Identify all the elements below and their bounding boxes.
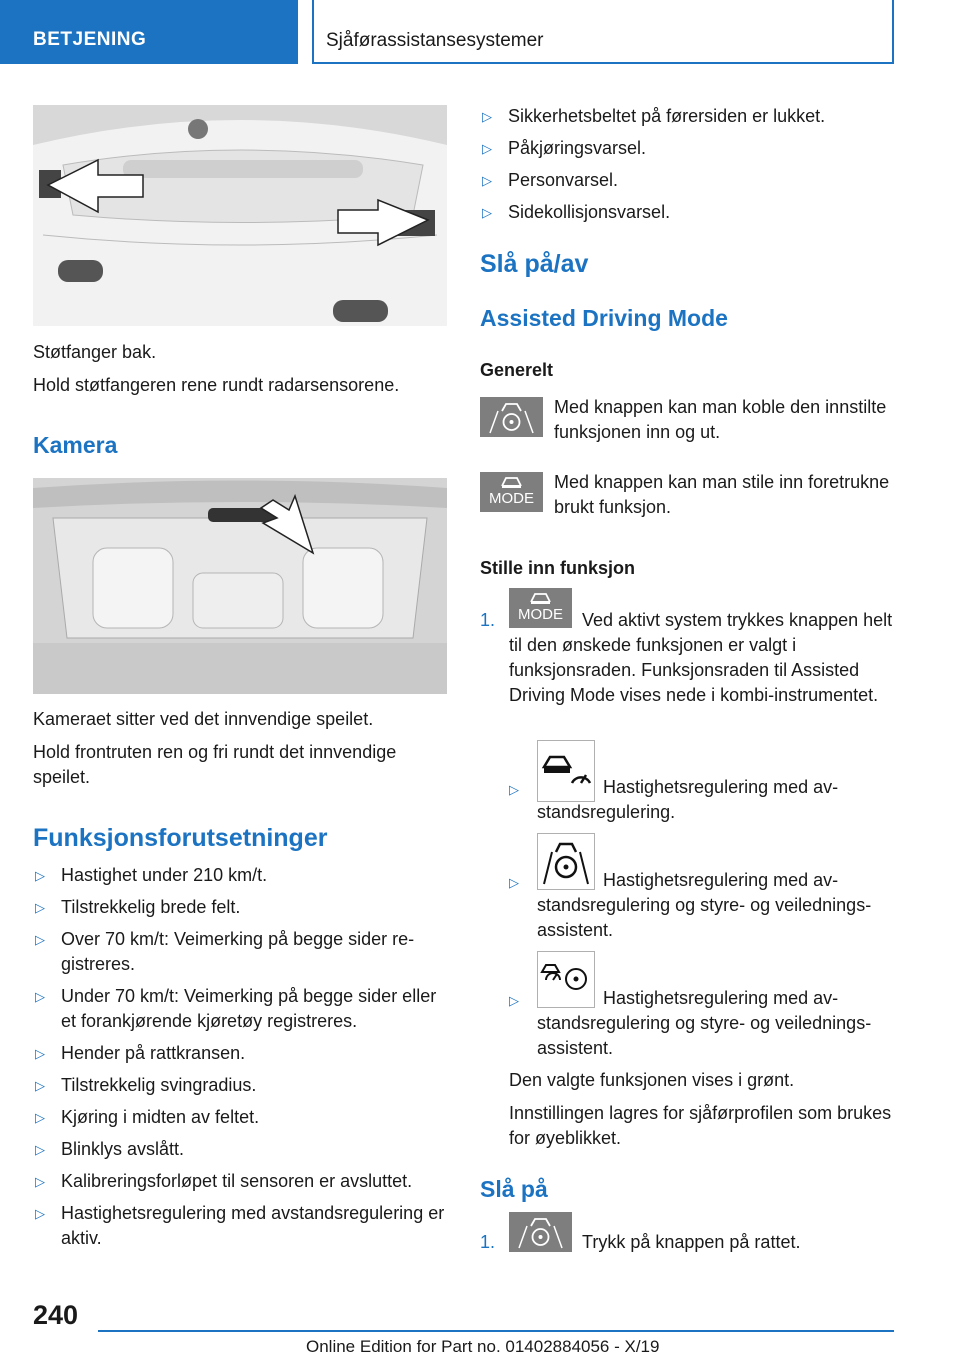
triangle-right-icon: ▷ [35, 1142, 45, 1157]
header-section-label: BETJENING [33, 29, 147, 50]
saved-text: Innstillingen lagres for sjåførprofilen som brukes for øyeblikket. [509, 1103, 892, 1148]
header-chapter-tab [312, 0, 894, 64]
camera-figure [33, 478, 447, 694]
general-text-1: Med knappen kan man koble den innstilte funksjonen inn og ut. [554, 397, 887, 442]
option-1-text: Hastighetsregulering med avstandsregulering. [537, 777, 839, 822]
triangle-right-icon: ▷ [35, 932, 45, 947]
footer-edition: Online Edition for Part no. 01402884056 - X/19 [306, 1337, 660, 1356]
triangle-right-icon: ▷ [509, 875, 519, 890]
list-item: ▷ Tilstrekkelig svingradius. [33, 1073, 453, 1098]
triangle-right-icon: ▷ [509, 782, 519, 797]
option-2-text: Hastighetsregulering med avstandsregulering og styre- og veiledningsassistent. [537, 870, 872, 940]
step1-number: 1. [480, 610, 496, 630]
triangle-right-icon: ▷ [35, 868, 45, 883]
on-step-text: Trykk på knappen på rattet. [582, 1232, 801, 1252]
rear-bumper-illustration [33, 105, 447, 326]
header-section-tab [0, 0, 298, 64]
steering-assist-icon [480, 397, 543, 437]
fig1-caption: Støtfanger bak. [33, 342, 157, 362]
shown-green-text: Den valgte funksjonen vises i grønt. [509, 1070, 795, 1090]
set-heading: Stille inn funksjon [480, 558, 636, 578]
fig1-text: Hold støtfangeren rene rundt radarsensorene. [33, 375, 400, 395]
list-item: ▷ Påkjøringsvarsel. [480, 136, 900, 161]
list-item: ▷ Sikkerhetsbeltet på førersiden er lukket. [480, 104, 900, 129]
list-item: ▷ Under 70 km/t: Veimerking på begge sider eller et forankjørende kjøretøy registreres. [35, 986, 437, 1031]
triangle-right-icon: ▷ [35, 989, 45, 1004]
option-3-text: Hastighetsregulering med avstandsregulering og styre- og veiledningsassistent. [537, 988, 872, 1058]
list-item: ▷ Over 70 km/t: Veimerking på begge sider registreres. [35, 929, 415, 974]
prereq-list [33, 863, 453, 1251]
list-item: ▷ Blinklys avslått. [33, 1137, 453, 1162]
mode-label: MODE [489, 490, 534, 507]
on-step-number: 1. [480, 1232, 496, 1252]
triangle-right-icon: ▷ [482, 109, 492, 124]
general-heading: Generelt [480, 360, 554, 380]
list-item: ▷ Personvarsel. [480, 168, 900, 193]
mode-button-icon-1 [480, 472, 543, 512]
header-chapter-label: Sjåførassistansesystemer [326, 30, 544, 51]
steering-assist-icon [509, 1212, 572, 1252]
triangle-right-icon: ▷ [35, 1046, 45, 1061]
prereq-heading: Funksjonsforutsetninger [33, 824, 328, 852]
triangle-right-icon: ▷ [35, 1174, 45, 1189]
fig2-text: Hold frontruten ren og fri rundt det innvendige speilet. [33, 742, 397, 787]
general-text-2: Med knappen kan man stile inn foretrukne brukt funksjon. [554, 472, 890, 517]
adm-heading: Assisted Driving Mode [480, 305, 728, 331]
triangle-right-icon: ▷ [35, 1078, 45, 1093]
page-number: 240 [33, 1300, 79, 1330]
assist-button-icon-2 [509, 1212, 572, 1252]
triangle-right-icon: ▷ [35, 1110, 45, 1125]
list-item: ▷ Sidekollisjonsvarsel. [480, 200, 900, 225]
list-item: ▷ Hender på rattkransen. [33, 1041, 453, 1066]
list-item: ▷ Hastighetsregulering med avstandsregulering er aktiv. [35, 1203, 445, 1248]
triangle-right-icon: ▷ [482, 173, 492, 188]
on-heading: Slå på [480, 1176, 548, 1202]
triangle-right-icon: ▷ [35, 900, 45, 915]
rear-bumper-figure [33, 105, 447, 326]
step1-text: Ved aktivt system trykkes knappen helt til den ønskede funksjonen er valgt i funksjonsraden. Funksjonsraden til Assisted Driving Mode vises nede i kombi-instrumentet. [509, 610, 893, 705]
camera-interior-illustration [33, 478, 447, 694]
list-item: ▷ Kalibreringsforløpet til sensoren er avsluttet. [33, 1169, 453, 1194]
onoff-heading: Slå på/av [480, 250, 589, 278]
footer-divider [98, 1330, 894, 1332]
triangle-right-icon: ▷ [35, 1206, 45, 1221]
prereq-list-continued [480, 104, 900, 225]
kamera-heading: Kamera [33, 432, 118, 458]
triangle-right-icon: ▷ [509, 993, 519, 1008]
triangle-right-icon: ▷ [482, 141, 492, 156]
list-item: ▷ Hastighet under 210 km/t. [33, 863, 453, 888]
triangle-right-icon: ▷ [482, 205, 492, 220]
list-item: ▷ Kjøring i midten av feltet. [33, 1105, 453, 1130]
mode-label: MODE [518, 606, 563, 623]
assist-button-icon [480, 397, 543, 437]
list-item: ▷ Tilstrekkelig brede felt. [33, 895, 453, 920]
fig2-caption: Kameraet sitter ved det innvendige speilet. [33, 709, 374, 729]
